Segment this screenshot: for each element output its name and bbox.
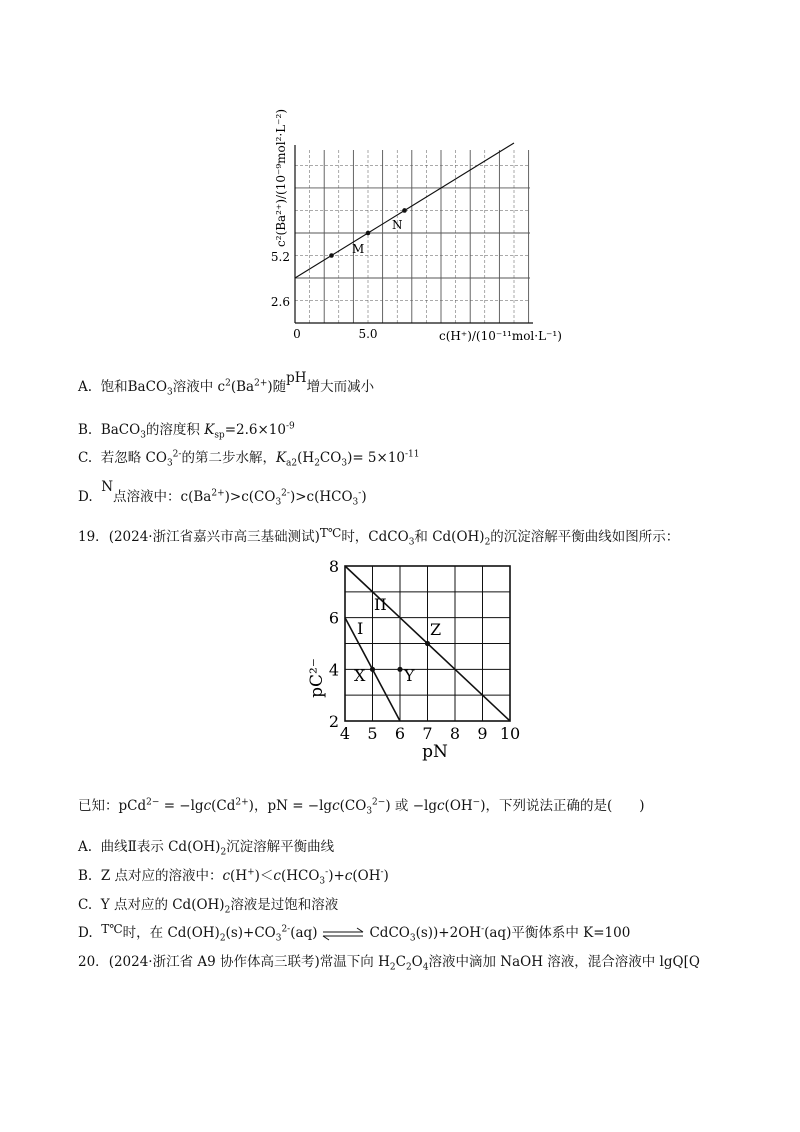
chart1-label-n: N	[392, 218, 403, 232]
q19-option-c: C. Y 点对应的 $Cd(OH)_2$溶液是过饱和溶液	[78, 897, 339, 916]
chart2-ylabel: pC²⁻	[307, 658, 327, 698]
chart1-ytick-2.6: 2.6	[270, 295, 290, 309]
q18-option-d: D. N点溶液中：$c(Ba^{2+})>c(CO_3^{2-})>c(HCO_3^-)$	[78, 479, 367, 508]
chart1-grid	[295, 150, 530, 323]
q18-option-c: C. 若忽略 $CO_3^{2-}$的第二步水解，$K_{a2}(H_2CO_3)= 5\times 10^{-11}$	[78, 449, 420, 469]
chart1-xlabel: c(H⁺)/(10⁻¹¹mol·L⁻¹)	[439, 329, 562, 343]
chart2-xtick-4: 4	[339, 724, 351, 743]
chart2-xtick-6: 6	[394, 724, 406, 743]
chart1-ytick-5.2: 5.2	[270, 250, 290, 264]
chart2-xticks	[340, 724, 520, 743]
ph-symbol: pH	[286, 370, 307, 386]
chart2-ytick-8: 8	[328, 557, 339, 576]
q18-option-b: B. BaCO$_3$的溶度积 $K_{sp}=2.6\times 10^{-9}$	[78, 421, 295, 441]
q19-stem: 19．(2024·浙江省嘉兴市高三基础测试)T℃时，CdCO$_3$和 $Cd(OH)_2$的沉淀溶解平衡曲线如图所示：	[78, 526, 680, 548]
q18-option-a: A. 饱和BaCO$_3$溶液中 $c^2(Ba^{2+})$随pH增大而减小	[78, 370, 375, 398]
chart1-point-n	[402, 208, 407, 213]
chart2-yticks	[329, 557, 339, 731]
chart2-xlabel: pN	[422, 742, 448, 762]
chart2-label-y: Y	[404, 666, 415, 685]
chart2-point-x	[370, 667, 375, 672]
chart2-ytick-4: 4	[328, 660, 339, 680]
chart1-ylabel: c²(Ba²⁺)/(10⁻⁹mol²·L⁻²)	[274, 108, 288, 247]
chart1-label-m: M	[352, 242, 365, 256]
chart2-label-z: Z	[430, 620, 442, 639]
q19-option-a: A. 曲线Ⅱ表示 $Cd(OH)_2$沉淀溶解平衡曲线	[78, 839, 335, 858]
q19-option-d: D. T℃时，在 $Cd(OH)_2(s)+CO_3^{2-}(aq)$ CdCO$_3$(s))+2OH-(aq)平衡体系中 K=100	[78, 922, 631, 944]
q20-stem: 20．(2024·浙江省 A9 协作体高三联考)常温下向 $H_2C_2O_4$溶液中滴加 NaOH 溶液，混合溶液中 lgQ[Q	[78, 954, 700, 973]
chart-cd-dissolution	[300, 550, 535, 765]
chart2-ytick-2: 2	[328, 712, 339, 731]
chart2-point-y	[397, 667, 402, 672]
chart2-xtick-5: 5	[367, 724, 378, 743]
chart2-xtick-10: 10	[499, 724, 521, 743]
chart2-ytick-6: 6	[328, 608, 339, 628]
chart1-point-0	[329, 253, 334, 258]
chart2-label-ii: II	[374, 595, 387, 614]
q19-option-b: B. Z 点对应的溶液中：$c(H^+)<c(HCO_3^-)+c(OH^-)$	[78, 867, 389, 887]
chart2-label-x: X	[354, 666, 366, 685]
known-conditions: 已知：$pCd^{2-} = -\lg c(Cd^{2+})$，pN = $-\lg c(CO_3^{2-})$ 或 −lgc(OH−)，下列说法正确的是( )	[78, 797, 645, 817]
temperature-symbol-d: T℃	[101, 922, 123, 936]
chart2-xtick-8: 8	[449, 724, 461, 743]
chart2-label-i: I	[357, 619, 364, 638]
chart2-xtick-7: 7	[422, 724, 433, 743]
chart1-point-m	[366, 231, 371, 236]
n-point-symbol: N	[101, 479, 114, 495]
temperature-symbol: T℃	[319, 526, 342, 540]
chart1-xtick-5.0: 5.0	[358, 327, 378, 341]
chart2-point-z	[425, 641, 430, 646]
chart-ba-concentration	[255, 100, 575, 350]
chart2-xtick-9: 9	[477, 724, 488, 743]
equilibrium-arrow-icon	[319, 927, 367, 941]
chart1-origin: 0	[293, 327, 301, 341]
